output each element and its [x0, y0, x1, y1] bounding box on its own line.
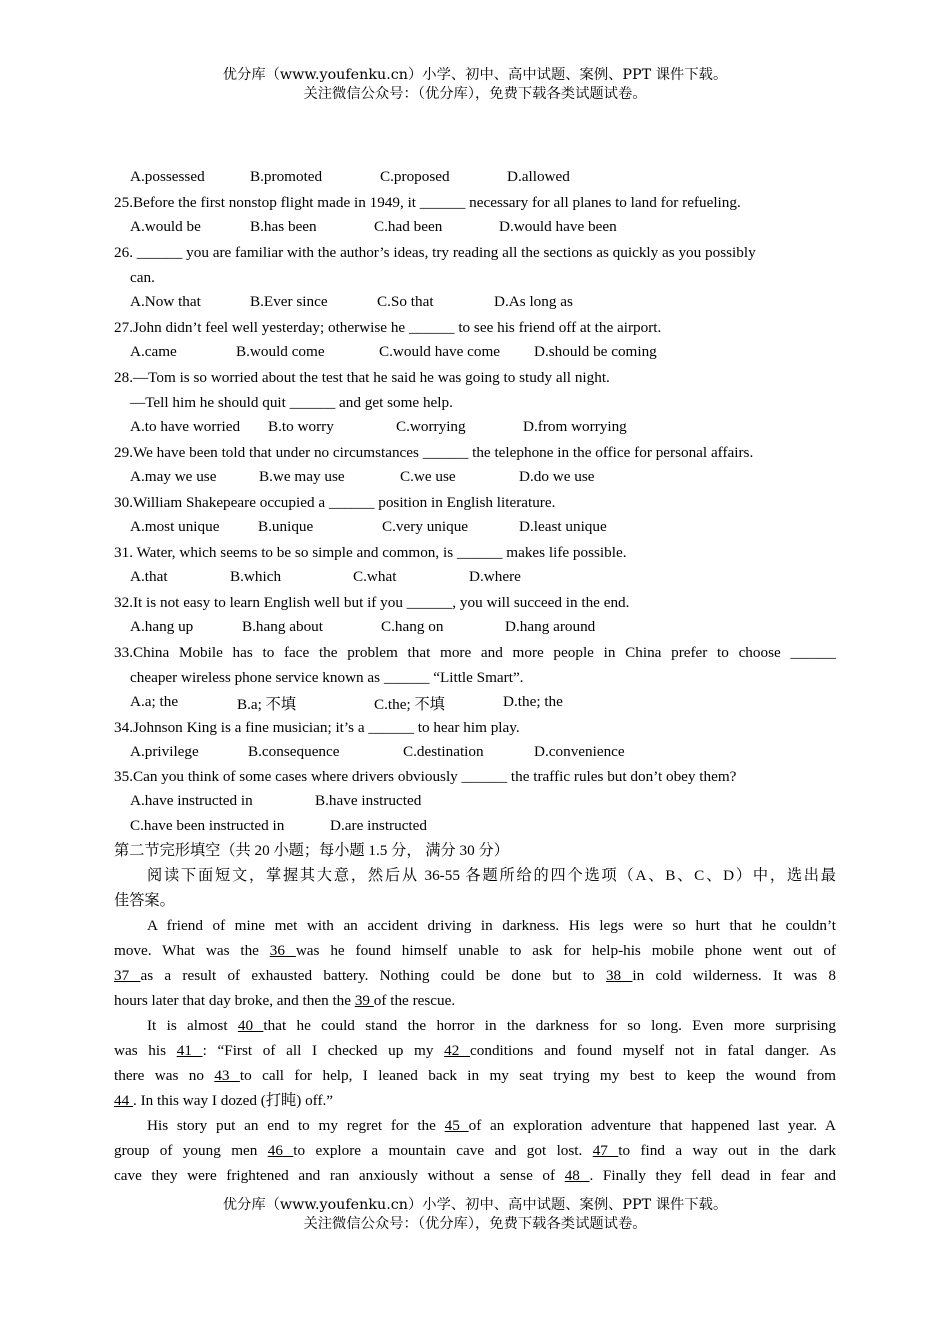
- text-segment: to call for help, I leaned back in my seat trying my best to keep the wound from: [239, 1067, 836, 1084]
- text-segment: was he found himself unable to ask for help-his mobile phone went out of: [295, 942, 837, 959]
- passage-p3-line-3: [114, 1166, 836, 1186]
- q26-option-a: A.Now that: [130, 293, 201, 310]
- q27-option-d: D.should be coming: [534, 343, 657, 360]
- text-segment: It is almost: [147, 1017, 238, 1034]
- section-2-title: 第二节完形填空（共 20 小题；每小题 1.5 分， 满分 30 分）: [114, 842, 509, 859]
- q29-stem: 29.We have been told that under no circumstances ______ the telephone in the office for personal affairs.: [114, 444, 754, 461]
- passage-p3-line-2: [114, 1141, 836, 1161]
- q31-option-c: C.what: [353, 568, 397, 585]
- text-segment: of the rescue.: [373, 992, 456, 1009]
- q32-stem: 32.It is not easy to learn English well but if you ______, you will succeed in the end.: [114, 594, 630, 611]
- q25-stem: 25.Before the first nonstop flight made in 1949, it ______ necessary for all planes to land for refueling.: [114, 194, 741, 211]
- q32-option-a: A.hang up: [130, 618, 194, 635]
- q29-option-c: C.we use: [400, 468, 456, 485]
- q35-option-b: B.have instructed: [315, 792, 422, 809]
- text-segment: . In this way I dozed (打盹) off.”: [132, 1092, 334, 1109]
- q30-option-c: C.very unique: [382, 518, 469, 535]
- q24-option-b: B.promoted: [250, 168, 323, 185]
- q31-option-d: D.where: [469, 568, 521, 585]
- text-segment: of an exploration adventure that happened last year. A: [468, 1117, 836, 1134]
- q26-option-b: B.Ever since: [250, 293, 328, 310]
- section-2-instruction-line-2: 佳答案。: [114, 892, 175, 909]
- q34-stem: 34.Johnson King is a fine musician; it’s a ______ to hear him play.: [114, 719, 520, 736]
- blank-44: 44: [114, 1092, 133, 1109]
- text-segment: that he could stand the horror in the darkness for so long. Even more surprising: [263, 1017, 836, 1034]
- passage-p2-line-3: [114, 1066, 836, 1086]
- text-segment: in cold wilderness. It was 8: [632, 967, 837, 984]
- q34-option-a: A.privilege: [130, 743, 199, 760]
- blank-45: 45: [444, 1117, 469, 1134]
- text-segment: His story put an end to my regret for the: [147, 1117, 445, 1134]
- q28-stem-line-2: —Tell him he should quit ______ and get some help.: [130, 394, 453, 411]
- q35-option-c: C.have been instructed in: [130, 817, 285, 834]
- text-segment: cave they were frightened and ran anxiously without a sense of: [114, 1167, 565, 1184]
- text-segment: as a result of exhausted battery. Nothing could be done but to: [140, 967, 606, 984]
- q31-option-b: B.which: [230, 568, 282, 585]
- passage-p1-line-2: [114, 941, 836, 961]
- q27-option-c: C.would have come: [379, 343, 501, 360]
- blank-38: 38: [605, 967, 633, 984]
- blank-48: 48: [564, 1167, 590, 1184]
- passage-p2-line-2: [114, 1041, 836, 1061]
- passage-p2-line-1: [114, 1016, 836, 1036]
- blank-43: 43: [214, 1067, 240, 1084]
- q33-stem-line-2: cheaper wireless phone service known as ______ “Little Smart”.: [130, 669, 524, 686]
- q27-stem: 27.John didn’t feel well yesterday; otherwise he ______ to see his friend off at the airport.: [114, 319, 662, 336]
- q25-option-d: D.would have been: [499, 218, 617, 235]
- q34-option-d: D.convenience: [534, 743, 625, 760]
- q35-stem: 35.Can you think of some cases where drivers obviously ______ the traffic rules but don’t obey them?: [114, 768, 737, 785]
- footer-line-1: 优分库（www.youfenku.cn）小学、初中、高中试题、案例、PPT 课件下载。: [222, 1197, 728, 1213]
- q28-option-d: D.from worrying: [523, 418, 627, 435]
- text-segment: to find a way out in the dark: [618, 1142, 837, 1159]
- blank-36: 36: [269, 942, 296, 959]
- passage-p1-line-3: [114, 966, 836, 986]
- q31-stem: 31. Water, which seems to be so simple and common, is ______ makes life possible.: [114, 544, 627, 561]
- q24-option-c: C.proposed: [380, 168, 450, 185]
- page-footer: [0, 1196, 950, 1234]
- text-segment: was his: [114, 1042, 177, 1059]
- text-segment: to explore a mountain cave and got lost.: [293, 1142, 593, 1159]
- text-segment: : “First of all I checked up my: [202, 1042, 445, 1059]
- q28-stem-line-1: 28.—Tom is so worried about the test that he said he was going to study all night.: [114, 369, 610, 386]
- q34-option-b: B.consequence: [248, 743, 340, 760]
- q28-option-a: A.to have worried: [130, 418, 241, 435]
- q29-option-d: D.do we use: [519, 468, 595, 485]
- q24-option-d: D.allowed: [507, 168, 570, 185]
- passage-p2-line-4: [114, 1091, 333, 1111]
- blank-46: 46: [267, 1142, 294, 1159]
- q35-option-a: A.have instructed in: [130, 792, 253, 809]
- section-2-instruction-line-1: 阅读下面短文，掌握其大意，然后从 36-55 各题所给的四个选项（A、B、C、D）中，选出最: [147, 867, 836, 884]
- blank-41: 41: [176, 1042, 203, 1059]
- q26-option-c: C.So that: [377, 293, 434, 310]
- q25-option-a: A.would be: [130, 218, 201, 235]
- text-segment: move. What was the: [114, 942, 270, 959]
- q32-option-b: B.hang about: [242, 618, 323, 635]
- footer-line-2: 关注微信公众号：（优分库），免费下载各类试题试卷。: [303, 1216, 647, 1232]
- q33-option-d: D.the; the: [503, 693, 563, 710]
- q30-option-b: B.unique: [258, 518, 314, 535]
- q35-option-d: D.are instructed: [330, 817, 427, 834]
- q32-option-d: D.hang around: [505, 618, 596, 635]
- page-header: [0, 66, 950, 104]
- blank-37: 37: [114, 967, 141, 984]
- blank-39: 39: [354, 992, 374, 1009]
- q26-stem-line-1: 26. ______ you are familiar with the author’s ideas, try reading all the sections as quickly as you possibly: [114, 244, 756, 261]
- text-segment: conditions and found myself not in fatal danger. As: [470, 1042, 837, 1059]
- q24-option-a: A.possessed: [130, 168, 205, 185]
- q28-option-c: C.worrying: [396, 418, 466, 435]
- header-line-1: 优分库（www.youfenku.cn）小学、初中、高中试题、案例、PPT 课件下载。: [222, 67, 728, 83]
- q26-stem-line-2: can.: [130, 269, 155, 286]
- q33-option-a: A.a; the: [130, 693, 179, 710]
- q27-option-a: A.came: [130, 343, 177, 360]
- q25-option-b: B.has been: [250, 218, 317, 235]
- text-segment: hours later that day broke, and then the: [114, 992, 355, 1009]
- text-segment: there was no: [114, 1067, 215, 1084]
- passage-p1-line-4: [114, 991, 455, 1011]
- q30-stem: 30.William Shakepeare occupied a ______ position in English literature.: [114, 494, 556, 511]
- q33-option-b: B.a; 不填: [237, 696, 297, 713]
- blank-47: 47: [592, 1142, 619, 1159]
- header-line-2: 关注微信公众号：（优分库），免费下载各类试题试卷。: [303, 86, 647, 102]
- passage-p1-line-1: A friend of mine met with an accident driving in darkness. His legs were so hurt that he couldn’t: [147, 917, 836, 934]
- q25-option-c: C.had been: [374, 218, 443, 235]
- q33-option-c: C.the; 不填: [374, 696, 445, 713]
- passage-p3-line-1: [114, 1116, 836, 1136]
- q32-option-c: C.hang on: [381, 618, 444, 635]
- blank-40: 40: [237, 1017, 264, 1034]
- q31-option-a: A.that: [130, 568, 168, 585]
- q26-option-d: D.As long as: [494, 293, 573, 310]
- q29-option-b: B.we may use: [259, 468, 345, 485]
- q30-option-d: D.least unique: [519, 518, 607, 535]
- q34-option-c: C.destination: [403, 743, 484, 760]
- q28-option-b: B.to worry: [268, 418, 334, 435]
- q33-stem-line-1: 33.China Mobile has to face the problem that more and more people in China prefer to choose ______: [114, 644, 836, 661]
- blank-42: 42: [444, 1042, 471, 1059]
- text-segment: group of young men: [114, 1142, 268, 1159]
- q27-option-b: B.would come: [236, 343, 325, 360]
- q30-option-a: A.most unique: [130, 518, 220, 535]
- q29-option-a: A.may we use: [130, 468, 217, 485]
- text-segment: . Finally they fell dead in fear and: [589, 1167, 837, 1184]
